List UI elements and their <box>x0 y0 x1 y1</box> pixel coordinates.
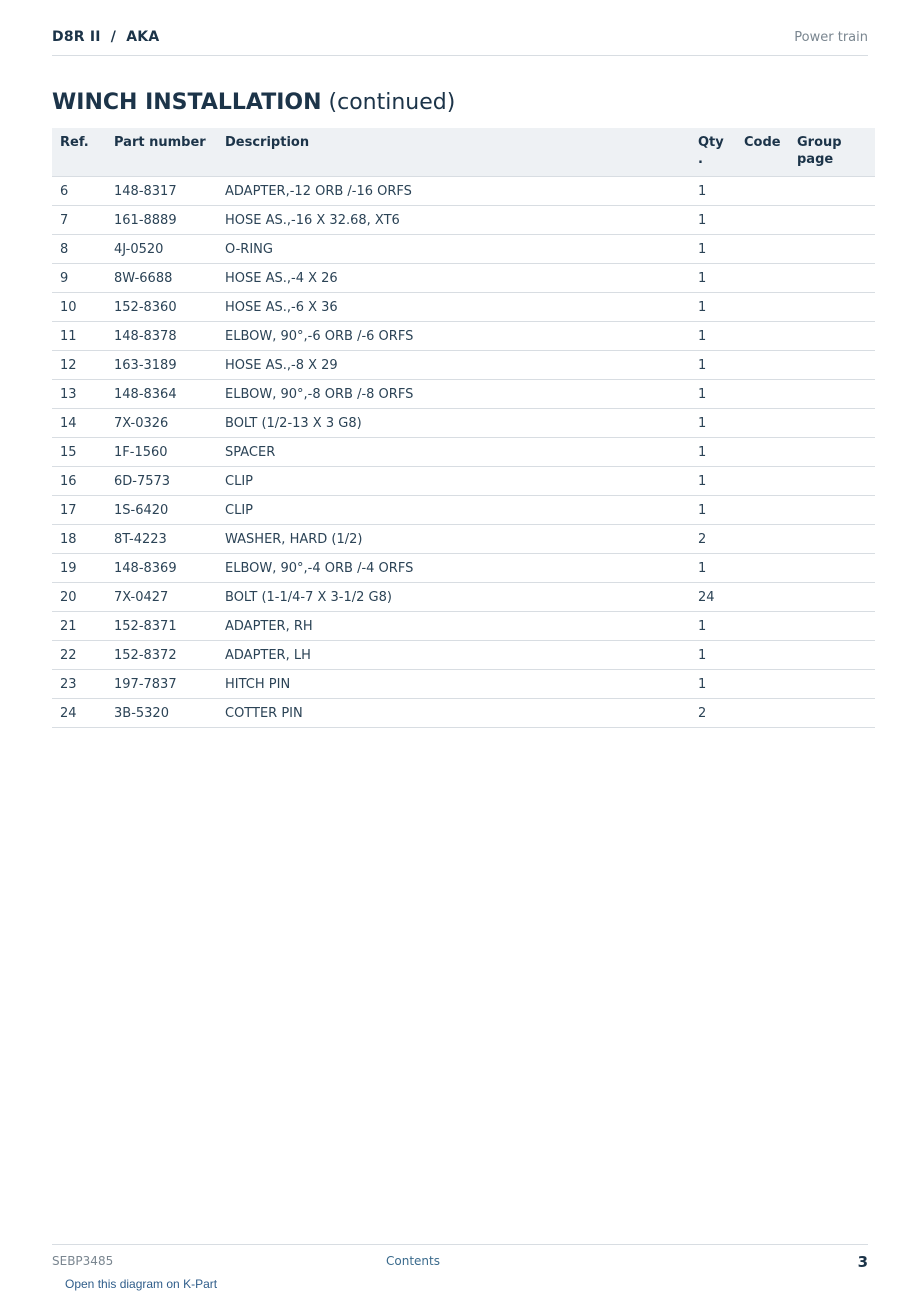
cell-qty: 1 <box>698 438 744 467</box>
cell-code <box>744 235 797 264</box>
cell-code <box>744 351 797 380</box>
cell-qty: 2 <box>698 699 744 728</box>
cell-code <box>744 293 797 322</box>
cell-qty: 1 <box>698 496 744 525</box>
cell-description: O-RING <box>225 235 698 264</box>
table-row <box>52 438 875 467</box>
table-row <box>52 380 875 409</box>
cell-ref: 17 <box>52 496 114 525</box>
cell-code <box>744 380 797 409</box>
cell-description: ELBOW, 90°,-6 ORB /-6 ORFS <box>225 322 698 351</box>
cell-code <box>744 670 797 699</box>
col-qty: Qty . <box>698 128 744 177</box>
cell-description: HOSE AS.,-8 X 29 <box>225 351 698 380</box>
cell-description: WASHER, HARD (1/2) <box>225 525 698 554</box>
cell-ref: 22 <box>52 641 114 670</box>
cell-description: ADAPTER, RH <box>225 612 698 641</box>
cell-group-page <box>797 699 875 728</box>
title-sub: (continued) <box>328 90 456 115</box>
cell-part-number: 3B-5320 <box>114 699 225 728</box>
col-code: Code <box>744 128 797 177</box>
cell-group-page <box>797 438 875 467</box>
table-row <box>52 351 875 380</box>
cell-code <box>744 641 797 670</box>
cell-ref: 14 <box>52 409 114 438</box>
cell-code <box>744 438 797 467</box>
cell-part-number: 163-3189 <box>114 351 225 380</box>
cell-part-number: 7X-0326 <box>114 409 225 438</box>
cell-qty: 2 <box>698 525 744 554</box>
table-row <box>52 235 875 264</box>
cell-qty: 1 <box>698 177 744 206</box>
page-title <box>52 90 455 115</box>
cell-group-page <box>797 177 875 206</box>
cell-description: HITCH PIN <box>225 670 698 699</box>
cell-code <box>744 699 797 728</box>
table-row <box>52 641 875 670</box>
cell-qty: 1 <box>698 554 744 583</box>
cell-description: HOSE AS.,-6 X 36 <box>225 293 698 322</box>
cell-part-number: 4J-0520 <box>114 235 225 264</box>
cell-description: ELBOW, 90°,-4 ORB /-4 ORFS <box>225 554 698 583</box>
cell-description: ADAPTER, LH <box>225 641 698 670</box>
cell-part-number: 7X-0427 <box>114 583 225 612</box>
contents-link[interactable]: Contents <box>386 1254 440 1268</box>
cell-group-page <box>797 467 875 496</box>
table-row <box>52 293 875 322</box>
table-row <box>52 612 875 641</box>
cell-ref: 12 <box>52 351 114 380</box>
cell-group-page <box>797 670 875 699</box>
cell-ref: 18 <box>52 525 114 554</box>
cell-ref: 24 <box>52 699 114 728</box>
table-row <box>52 699 875 728</box>
cell-group-page <box>797 235 875 264</box>
cell-qty: 1 <box>698 293 744 322</box>
cell-description: SPACER <box>225 438 698 467</box>
cell-group-page <box>797 612 875 641</box>
cell-description: HOSE AS.,-16 X 32.68, XT6 <box>225 206 698 235</box>
cell-part-number: 152-8371 <box>114 612 225 641</box>
model-label: D8R II / AKA <box>52 29 160 45</box>
table-row <box>52 670 875 699</box>
cell-ref: 15 <box>52 438 114 467</box>
cell-qty: 1 <box>698 467 744 496</box>
cell-part-number: 152-8372 <box>114 641 225 670</box>
cell-description: CLIP <box>225 467 698 496</box>
parts-table <box>52 128 875 728</box>
title-main: WINCH INSTALLATION <box>52 90 322 115</box>
cell-qty: 1 <box>698 641 744 670</box>
col-group-page: Group page <box>797 128 875 177</box>
table-row <box>52 206 875 235</box>
cell-code <box>744 525 797 554</box>
cell-group-page <box>797 293 875 322</box>
table-row <box>52 322 875 351</box>
table-row <box>52 496 875 525</box>
cell-description: HOSE AS.,-4 X 26 <box>225 264 698 293</box>
cell-qty: 1 <box>698 206 744 235</box>
table-row <box>52 583 875 612</box>
cell-code <box>744 554 797 583</box>
cell-description: COTTER PIN <box>225 699 698 728</box>
cell-part-number: 152-8360 <box>114 293 225 322</box>
cell-description: BOLT (1-1/4-7 X 3-1/2 G8) <box>225 583 698 612</box>
cell-part-number: 1S-6420 <box>114 496 225 525</box>
cell-code <box>744 322 797 351</box>
cell-part-number: 161-8889 <box>114 206 225 235</box>
parts-table-header <box>52 128 875 177</box>
cell-ref: 13 <box>52 380 114 409</box>
cell-code <box>744 177 797 206</box>
cell-group-page <box>797 409 875 438</box>
cell-part-number: 148-8378 <box>114 322 225 351</box>
cell-code <box>744 206 797 235</box>
parts-table-body <box>52 177 875 728</box>
cell-group-page <box>797 583 875 612</box>
cell-group-page <box>797 351 875 380</box>
cell-qty: 1 <box>698 612 744 641</box>
cell-ref: 11 <box>52 322 114 351</box>
cell-code <box>744 612 797 641</box>
cell-group-page <box>797 322 875 351</box>
cell-group-page <box>797 496 875 525</box>
table-row <box>52 264 875 293</box>
cell-ref: 8 <box>52 235 114 264</box>
cell-ref: 6 <box>52 177 114 206</box>
cell-part-number: 8T-4223 <box>114 525 225 554</box>
cell-ref: 7 <box>52 206 114 235</box>
kpart-diagram-link[interactable]: Open this diagram on K-Part <box>65 1277 218 1291</box>
cell-ref: 20 <box>52 583 114 612</box>
cell-qty: 1 <box>698 670 744 699</box>
table-row <box>52 554 875 583</box>
cell-ref: 10 <box>52 293 114 322</box>
cell-group-page <box>797 206 875 235</box>
cell-group-page <box>797 525 875 554</box>
cell-qty: 1 <box>698 264 744 293</box>
cell-part-number: 148-8364 <box>114 380 225 409</box>
cell-description: ELBOW, 90°,-8 ORB /-8 ORFS <box>225 380 698 409</box>
cell-qty: 1 <box>698 351 744 380</box>
col-part-number: Part number <box>114 128 225 177</box>
cell-qty: 1 <box>698 409 744 438</box>
col-description: Description <box>225 128 698 177</box>
cell-qty: 1 <box>698 235 744 264</box>
cell-group-page <box>797 554 875 583</box>
cell-part-number: 148-8369 <box>114 554 225 583</box>
cell-code <box>744 264 797 293</box>
cell-group-page <box>797 641 875 670</box>
page-header <box>52 28 868 56</box>
cell-part-number: 197-7837 <box>114 670 225 699</box>
cell-code <box>744 467 797 496</box>
cell-qty: 1 <box>698 380 744 409</box>
page-number: 3 <box>857 1253 868 1271</box>
cell-ref: 9 <box>52 264 114 293</box>
cell-code <box>744 583 797 612</box>
cell-description: ADAPTER,-12 ORB /-16 ORFS <box>225 177 698 206</box>
doc-number: SEBP3485 <box>52 1254 114 1268</box>
cell-part-number: 8W-6688 <box>114 264 225 293</box>
cell-qty: 1 <box>698 322 744 351</box>
cell-code <box>744 496 797 525</box>
cell-part-number: 1F-1560 <box>114 438 225 467</box>
cell-ref: 23 <box>52 670 114 699</box>
table-row <box>52 525 875 554</box>
cell-ref: 16 <box>52 467 114 496</box>
cell-part-number: 148-8317 <box>114 177 225 206</box>
cell-description: CLIP <box>225 496 698 525</box>
table-row <box>52 467 875 496</box>
cell-description: BOLT (1/2-13 X 3 G8) <box>225 409 698 438</box>
cell-ref: 21 <box>52 612 114 641</box>
cell-code <box>744 409 797 438</box>
header-row <box>52 128 875 177</box>
table-row <box>52 177 875 206</box>
table-row <box>52 409 875 438</box>
section-label: Power train <box>794 30 868 45</box>
cell-group-page <box>797 264 875 293</box>
cell-ref: 19 <box>52 554 114 583</box>
cell-group-page <box>797 380 875 409</box>
col-ref: Ref. <box>52 128 114 177</box>
cell-qty: 24 <box>698 583 744 612</box>
cell-part-number: 6D-7573 <box>114 467 225 496</box>
